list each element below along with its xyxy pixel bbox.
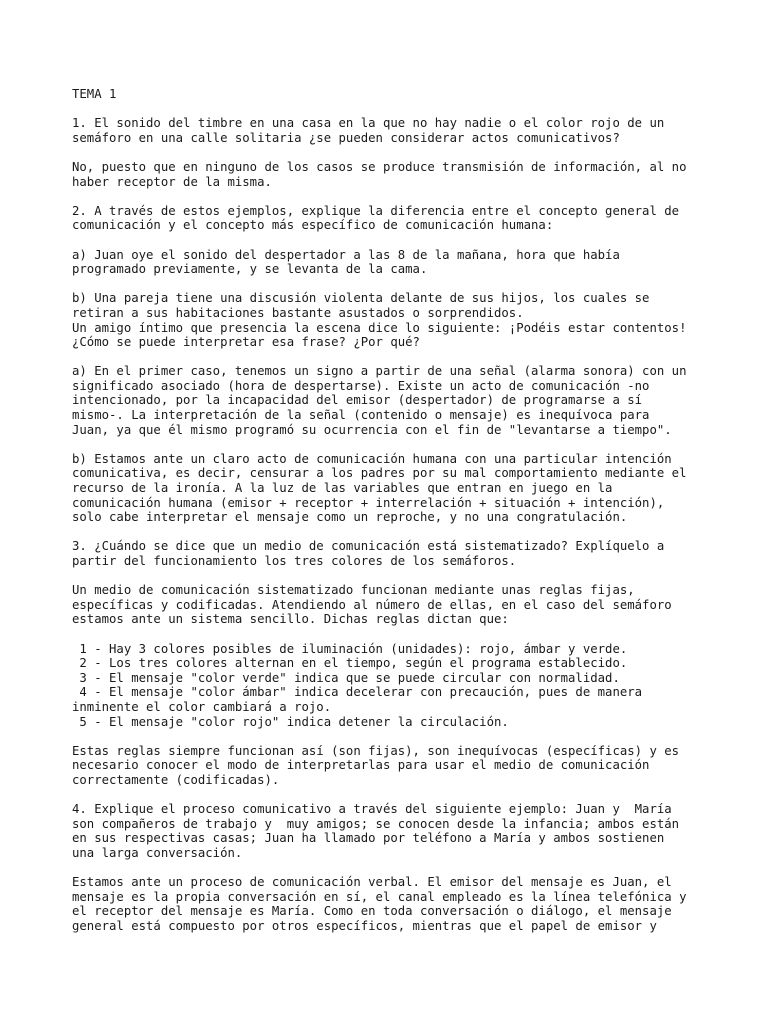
text-line: correctamente (codificadas).	[72, 772, 280, 787]
text-line: ¿Cómo se puede interpretar esa frase? ¿Por qué?	[72, 335, 420, 350]
paragraph	[72, 291, 752, 349]
text-line: inminente el color cambiará a rojo.	[72, 699, 332, 714]
text-line: retiran a sus habitaciones bastante asustados o sorprendidos.	[72, 305, 524, 320]
text-line: 5 - El mensaje "color rojo" indica detener la circulación.	[72, 714, 509, 729]
text-line: general está compuesto por otros específicos, mientras que el papel de emisor y	[72, 918, 657, 933]
text-line: haber receptor de la misma.	[72, 174, 272, 189]
text-line: recurso de la ironía. A la luz de las variables que entran en juego en la	[72, 481, 613, 496]
text-line: a) En el primer caso, tenemos un signo a partir de una señal (alarma sonora) con un	[72, 364, 687, 379]
text-line: 4. Explique el proceso comunicativo a través del siguiente ejemplo: Juan y María	[72, 802, 672, 817]
text-line: semáforo en una calle solitaria ¿se pueden considerar actos comunicativos?	[72, 130, 620, 145]
text-line: mismo-. La interpretación de la señal (contenido o mensaje) es inequívoca para	[72, 408, 650, 423]
document-body	[72, 87, 752, 948]
text-line: Juan, ya que él mismo programó su ocurrencia con el fin de "levantarse a tiempo".	[72, 422, 672, 437]
paragraph	[72, 583, 752, 627]
text-line: 2 - Los tres colores alternan en el tiempo, según el programa establecido.	[72, 656, 628, 671]
text-line: Un medio de comunicación sistematizado funcionan mediante unas reglas fijas,	[72, 583, 635, 598]
text-line: b) Estamos ante un claro acto de comunicación humana con una particular intención	[72, 451, 672, 466]
text-line: significado asociado (hora de despertarse). Existe un acto de comunicación -no	[72, 378, 650, 393]
text-line: 3 - El mensaje "color verde" indica que se puede circular con normalidad.	[72, 670, 620, 685]
paragraph	[72, 364, 752, 437]
text-line: 1 - Hay 3 colores posibles de iluminación (unidades): rojo, ámbar y verde.	[72, 641, 628, 656]
text-line: 4 - El mensaje "color ámbar" indica decelerar con precaución, pues de manera	[72, 685, 643, 700]
paragraph	[72, 642, 752, 730]
text-line: Un amigo íntimo que presencia la escena dice lo siguiente: ¡Podéis estar contentos!	[72, 320, 687, 335]
text-line: a) Juan oye el sonido del despertador a las 8 de la mañana, hora que había	[72, 247, 620, 262]
text-line: mensaje es la propia conversación en sí, el canal empleado es la línea telefónica y	[72, 889, 687, 904]
text-line: TEMA 1	[72, 87, 117, 101]
paragraph	[72, 875, 752, 933]
text-line: necesario conocer el modo de interpretarlas para usar el medio de comunicación	[72, 758, 650, 773]
text-line: en sus respectivas casas; Juan ha llamado por teléfono a María y ambos sostienen	[72, 831, 665, 846]
document-title	[72, 87, 752, 102]
text-line: comunicación humana (emisor + receptor + interrelación + situación + intención),	[72, 495, 665, 510]
text-line: el receptor del mensaje es María. Como en toda conversación o diálogo, el mensaje	[72, 904, 672, 919]
text-line: una larga conversación.	[72, 845, 243, 860]
text-line: 2. A través de estos ejemplos, explique la diferencia entre el concepto general de	[72, 203, 680, 218]
text-line: comunicación y el concepto más específico de comunicación humana:	[72, 218, 554, 233]
text-line: Estas reglas siempre funcionan así (son fijas), son inequívocas (específicas) y es	[72, 743, 680, 758]
paragraph	[72, 744, 752, 788]
text-line: solo cabe interpretar el mensaje como un reproche, y no una congratulación.	[72, 510, 628, 525]
paragraph	[72, 539, 752, 568]
text-line: partir del funcionamiento los tres colores de los semáforos.	[72, 554, 517, 568]
text-line: b) Una pareja tiene una discusión violenta delante de sus hijos, los cuales se	[72, 291, 650, 306]
paragraph	[72, 204, 752, 233]
text-line: Estamos ante un proceso de comunicación verbal. El emisor del mensaje es Juan, el	[72, 875, 672, 890]
text-line: 1. El sonido del timbre en una casa en la que no hay nadie o el color rojo de un	[72, 116, 665, 131]
text-line: 3. ¿Cuándo se dice que un medio de comunicación está sistematizado? Explíquelo a	[72, 539, 665, 554]
paragraph	[72, 802, 752, 860]
paragraph	[72, 116, 752, 145]
paragraph	[72, 452, 752, 525]
text-line: específicas y codificadas. Atendiendo al número de ellas, en el caso del semáforo	[72, 597, 672, 612]
text-line: programado previamente, y se levanta de la cama.	[72, 262, 428, 277]
text-line: estamos ante un sistema sencillo. Dichas reglas dictan que:	[72, 612, 509, 627]
paragraph	[72, 248, 752, 277]
text-line: intencionado, por la incapacidad del emisor (despertador) de programarse a sí	[72, 393, 643, 408]
text-line: comunicativa, es decir, censurar a los padres por su mal comportamiento mediante el	[72, 466, 687, 481]
text-line: No, puesto que en ninguno de los casos se produce transmisión de información, al no	[72, 159, 687, 174]
text-line: son compañeros de trabajo y muy amigos; se conocen desde la infancia; ambos están	[72, 816, 680, 831]
paragraph	[72, 160, 752, 189]
